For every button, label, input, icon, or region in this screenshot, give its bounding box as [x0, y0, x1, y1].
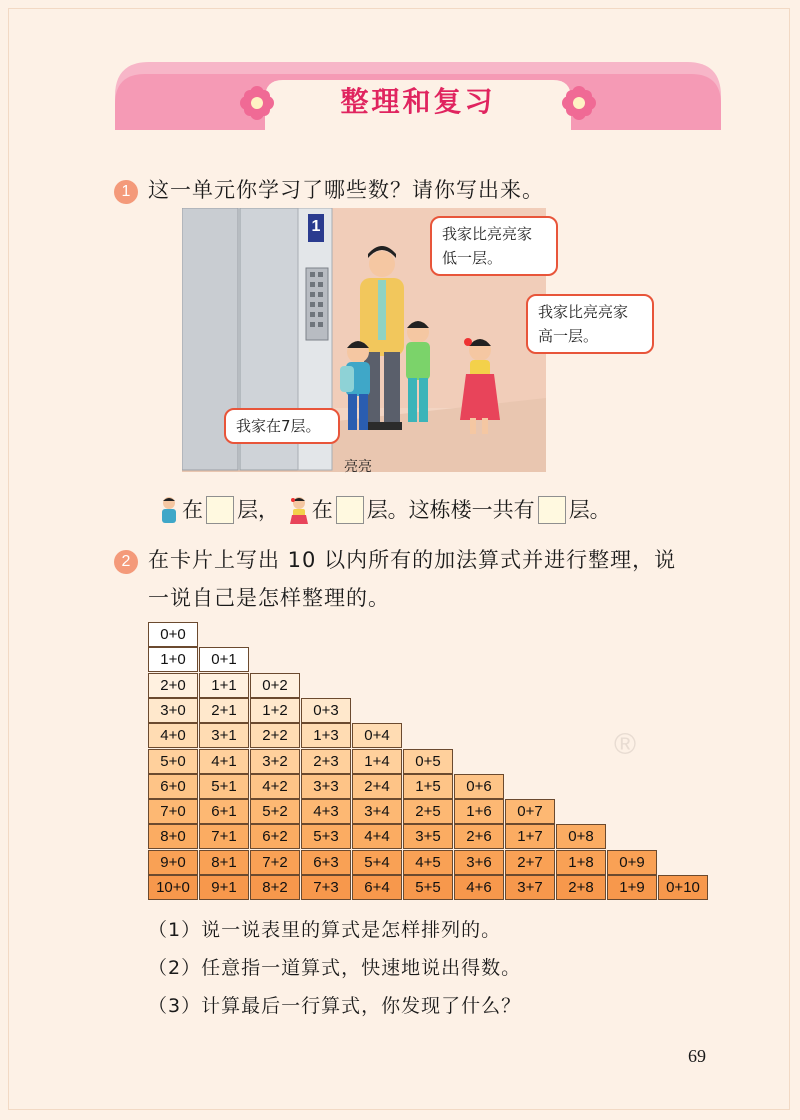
table-cell: 1+2 [250, 698, 300, 723]
table-cell: 1+3 [301, 723, 351, 748]
table-cell: 1+9 [607, 875, 657, 900]
table-cell: 0+1 [199, 647, 249, 672]
page-number: 69 [688, 1046, 706, 1066]
fill-in-sentence [156, 492, 611, 526]
table-cell: 5+2 [250, 799, 300, 824]
table-cell: 3+2 [250, 749, 300, 774]
table-cell: 2+3 [301, 749, 351, 774]
table-cell: 9+0 [148, 850, 198, 875]
table-cell: 2+2 [250, 723, 300, 748]
table-cell: 0+0 [148, 622, 198, 647]
table-cell: 2+7 [505, 850, 555, 875]
table-cell: 7+1 [199, 824, 249, 849]
bubble-line: 高一层。 [538, 327, 599, 345]
table-cell: 1+8 [556, 850, 606, 875]
table-cell: 2+8 [556, 875, 606, 900]
bubble-line: 我家比亮亮家 [538, 303, 629, 321]
table-cell: 0+6 [454, 774, 504, 799]
table-cell: 5+3 [301, 824, 351, 849]
answer-box[interactable] [336, 496, 364, 524]
table-cell: 0+2 [250, 673, 300, 698]
table-cell: 3+7 [505, 875, 555, 900]
table-cell: 0+5 [403, 749, 453, 774]
table-cell: 3+4 [352, 799, 402, 824]
table-cell: 6+2 [250, 824, 300, 849]
table-cell: 4+4 [352, 824, 402, 849]
table-cell: 6+4 [352, 875, 402, 900]
table-cell: 3+1 [199, 723, 249, 748]
speech-bubble-higher [526, 294, 654, 354]
question-number-2: 2 [114, 550, 138, 574]
table-cell: 0+3 [301, 698, 351, 723]
table-cell: 5+5 [403, 875, 453, 900]
character-caption: 亮亮 [344, 459, 372, 475]
table-cell: 0+7 [505, 799, 555, 824]
subquestion-3: （3）计算最后一行算式，你发现了什么？ [148, 995, 522, 1017]
floor-indicator: 1 [311, 218, 321, 235]
table-cell: 2+4 [352, 774, 402, 799]
table-cell: 4+6 [454, 875, 504, 900]
table-cell: 3+5 [403, 824, 453, 849]
bubble-line: 我家在7层。 [236, 417, 321, 435]
girl-icon [286, 495, 312, 525]
table-cell: 4+0 [148, 723, 198, 748]
table-cell: 6+1 [199, 799, 249, 824]
table-cell: 1+4 [352, 749, 402, 774]
answer-box[interactable] [206, 496, 234, 524]
section-banner [115, 58, 721, 130]
fill-text: 层， [237, 498, 279, 522]
table-cell: 8+0 [148, 824, 198, 849]
table-cell: 4+2 [250, 774, 300, 799]
table-cell: 4+1 [199, 749, 249, 774]
table-cell: 5+0 [148, 749, 198, 774]
table-cell: 1+7 [505, 824, 555, 849]
table-cell: 1+5 [403, 774, 453, 799]
table-cell: 7+2 [250, 850, 300, 875]
page-title: 整理和复习 [340, 85, 496, 118]
table-cell: 6+3 [301, 850, 351, 875]
table-cell: 1+6 [454, 799, 504, 824]
table-cell: 0+8 [556, 824, 606, 849]
table-cell: 6+0 [148, 774, 198, 799]
table-cell: 5+4 [352, 850, 402, 875]
table-cell: 3+3 [301, 774, 351, 799]
registered-mark: ® [614, 728, 637, 761]
bubble-line: 我家比亮亮家 [442, 225, 533, 243]
bubble-line: 低一层。 [442, 249, 503, 267]
speech-bubble-lower [430, 216, 558, 276]
table-cell: 0+10 [658, 875, 708, 900]
question-2-text-line2: 一说自己是怎样整理的。 [148, 586, 390, 610]
fill-text: 在 [311, 498, 333, 522]
table-cell: 7+0 [148, 799, 198, 824]
boy-icon [156, 495, 182, 525]
question-1-text: 这一单元你学习了哪些数？请你写出来。 [148, 178, 544, 202]
table-cell: 1+0 [148, 647, 198, 672]
table-cell: 10+0 [148, 875, 198, 900]
table-cell: 3+0 [148, 698, 198, 723]
table-cell: 4+5 [403, 850, 453, 875]
question-number-1: 1 [114, 180, 138, 204]
subquestion-2: （2）任意指一道算式，快速地说出得数。 [148, 957, 522, 979]
table-cell: 8+2 [250, 875, 300, 900]
table-cell: 2+6 [454, 824, 504, 849]
table-cell: 0+9 [607, 850, 657, 875]
subquestion-1: （1）说一说表里的算式是怎样排列的。 [148, 919, 502, 941]
fill-text: 层。 [568, 498, 611, 522]
fill-text: 在 [182, 498, 203, 522]
table-cell: 0+4 [352, 723, 402, 748]
answer-box[interactable] [538, 496, 566, 524]
table-cell: 3+6 [454, 850, 504, 875]
table-cell: 2+5 [403, 799, 453, 824]
table-cell: 5+1 [199, 774, 249, 799]
table-cell: 7+3 [301, 875, 351, 900]
speech-bubble-floor7 [224, 408, 340, 444]
table-cell: 2+1 [199, 698, 249, 723]
table-cell: 8+1 [199, 850, 249, 875]
table-cell: 9+1 [199, 875, 249, 900]
table-cell: 4+3 [301, 799, 351, 824]
fill-text: 层。这栋楼一共有 [366, 498, 535, 522]
table-cell: 2+0 [148, 673, 198, 698]
question-2-text-line1: 在卡片上写出 10 以内所有的加法算式并进行整理，说 [148, 548, 677, 572]
table-cell: 1+1 [199, 673, 249, 698]
